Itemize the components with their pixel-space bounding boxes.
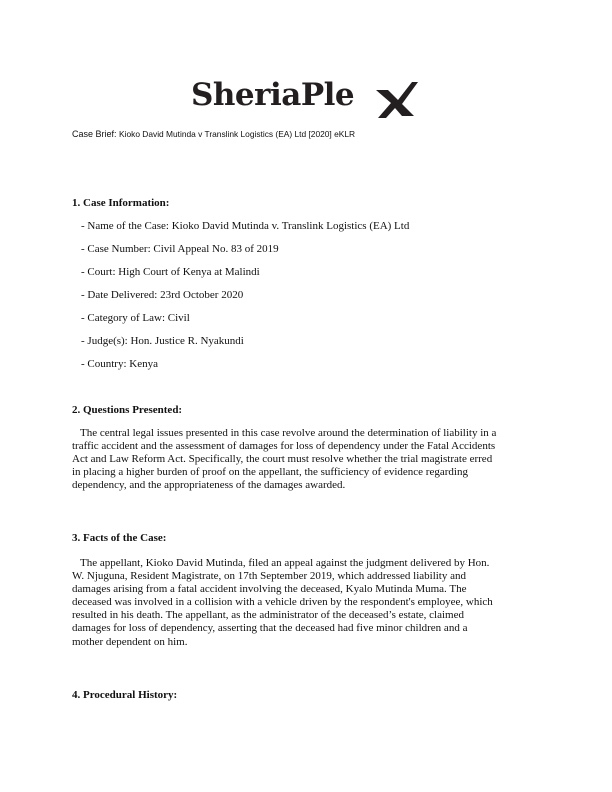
- paragraph-line: traffic accident and the assessment of damages for loss of dependency under the Fatal Accidents: [72, 440, 496, 453]
- facts-of-the-case-paragraph: [72, 557, 540, 649]
- paragraph-line: Act and Law Reform Act. Specifically, the court must resolve whether the trial magistrate erred: [72, 453, 493, 466]
- section-heading-questions-presented: 2. Questions Presented:: [72, 404, 183, 416]
- logo-x-mark-icon: [374, 76, 420, 118]
- info-item-category: - Category of Law: Civil: [81, 312, 190, 324]
- paragraph-line: damages arising from a fatal accident involving the deceased, Kyalo Mutinda Muma. The: [72, 583, 467, 596]
- section-heading-case-information: 1. Case Information:: [72, 197, 170, 209]
- paragraph-line: mother dependent on him.: [72, 635, 188, 648]
- info-item-country: - Country: Kenya: [81, 358, 158, 370]
- info-item-judges: - Judge(s): Hon. Justice R. Nyakundi: [81, 335, 244, 347]
- paragraph-line: in placing a higher burden of proof on the appellant, the sufficiency of evidence regarding: [72, 466, 468, 479]
- case-brief-prefix: Case Brief:: [72, 129, 120, 139]
- info-item-case-name: - Name of the Case: Kioko David Mutinda v. Translink Logistics (EA) Ltd: [81, 220, 410, 232]
- paragraph-line: dependency, and the appropriateness of the damages awarded.: [72, 479, 346, 492]
- paragraph-line: W. Njuguna, Resident Magistrate, on 17th September 2019, which addressed liability and: [72, 570, 466, 583]
- sheriaplex-logo: [191, 72, 421, 122]
- paragraph-line: resulted in his death. The appellant, as the administrator of the deceased’s estate, claimed: [72, 609, 464, 622]
- paragraph-line: damages for loss of dependency, asserting that the deceased had five minor children and a: [72, 622, 468, 635]
- questions-presented-paragraph: [72, 427, 540, 492]
- info-item-court: - Court: High Court of Kenya at Malindi: [81, 266, 260, 278]
- paragraph-line: deceased was involved in a collision with a vehicle driven by the respondent's employee, which: [72, 596, 493, 609]
- case-brief-name: Kioko David Mutinda v Translink Logistics (EA) Ltd [2020] eKLR: [119, 129, 356, 139]
- info-item-date-delivered: - Date Delivered: 23rd October 2020: [81, 289, 244, 301]
- section-heading-facts-of-the-case: 3. Facts of the Case:: [72, 532, 167, 544]
- case-brief-title: [72, 129, 355, 139]
- info-item-case-number: - Case Number: Civil Appeal No. 83 of 2019: [81, 243, 279, 255]
- section-heading-procedural-history: 4. Procedural History:: [72, 689, 178, 701]
- paragraph-line: The central legal issues presented in this case revolve around the determination of liability in a: [72, 427, 497, 439]
- logo-wordmark: SheriaPle: [191, 77, 355, 113]
- paragraph-line: The appellant, Kioko David Mutinda, filed an appeal against the judgment delivered by Hon.: [72, 557, 490, 569]
